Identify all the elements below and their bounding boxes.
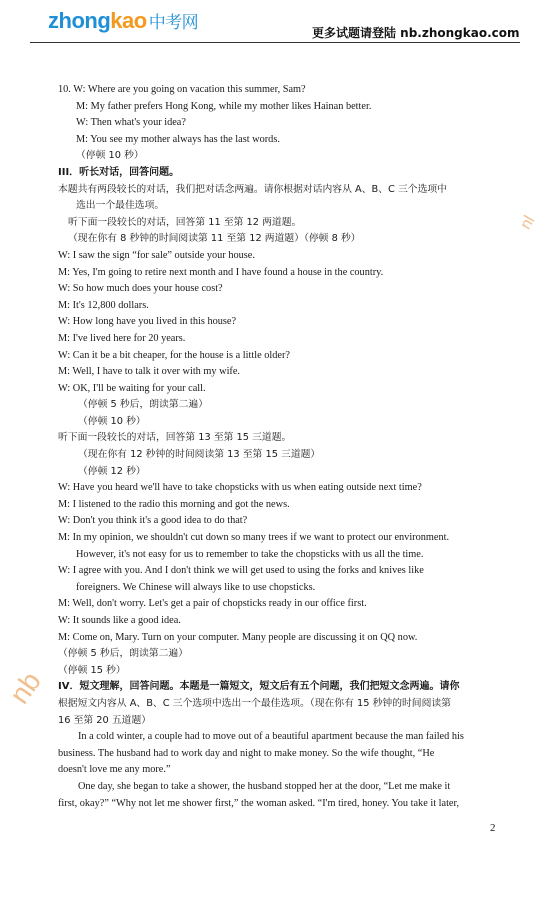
- watermark-side: nl: [517, 213, 539, 233]
- text-line: 听下面一段较长的对话，回答第 13 至第 15 三道题。: [58, 432, 292, 444]
- text-line: IV．短文理解，回答问题。本题是一篇短文，短文后有五个问题，我们把短文念两遍。请你: [58, 681, 460, 693]
- text-line: M: Well, I have to talk it over with my wife.: [58, 366, 241, 378]
- text-line: M: I listened to the radio this morning and got the news.: [58, 498, 290, 510]
- text-line: 本题共有两段较长的对话，我们把对话念两遍。请你根据对话内容从 A、B、C 三个选项中: [58, 183, 447, 195]
- text-line: 16 至第 20 五道题）: [58, 714, 152, 726]
- text-line: M: I've lived here for 20 years.: [58, 332, 186, 344]
- document-body: [58, 82, 498, 812]
- text-line: M: It's 12,800 dollars.: [58, 299, 149, 311]
- text-line: （现在你有 12 秒钟的时间阅读第 13 至第 15 三道题）: [78, 449, 321, 461]
- text-line: In a cold winter, a couple had to move out of a beautiful apartment because the man failed his: [78, 731, 464, 743]
- text-line: M: Well, don't worry. Let's get a pair of chopsticks ready in our office first.: [58, 598, 367, 610]
- text-line: M: You see my mother always has the last words.: [76, 133, 280, 145]
- text-line: W: Have you heard we'll have to take chopsticks with us when eating outside next time?: [58, 482, 422, 494]
- header-divider: [30, 42, 520, 43]
- text-line: doesn't love me any more.”: [58, 764, 171, 776]
- text-line: M: My father prefers Hong Kong, while my mother likes Hainan better.: [76, 100, 372, 112]
- text-line: M: Come on, Mary. Turn on your computer. Many people are discussing it on QQ now.: [58, 631, 418, 643]
- text-line: （现在你有 8 秒钟的时间阅读第 11 至第 12 两道题）（停顿 8 秒）: [68, 233, 361, 245]
- text-line: W: I saw the sign “for sale” outside your house.: [58, 249, 255, 261]
- text-line: W: So how much does your house cost?: [58, 283, 223, 295]
- text-line: W: Then what's your idea?: [76, 117, 186, 129]
- text-line: However, it's not easy for us to remember to take the chopsticks with us all the time.: [76, 548, 424, 560]
- text-line: M: Yes, I'm going to retire next month and I have found a house in the country.: [58, 266, 384, 278]
- text-line: （停顿 12 秒）: [78, 465, 146, 477]
- logo-text-kao: kao: [110, 8, 147, 33]
- text-line: W: Can it be a bit cheaper, for the house is a little older?: [58, 349, 290, 361]
- logo-text-cn: 中考网: [148, 13, 199, 32]
- watermark-main: nb: [3, 666, 47, 710]
- logo-text-zhong: zhong: [48, 8, 111, 33]
- page-number: 2: [490, 822, 496, 834]
- text-line: M: In my opinion, we shouldn't cut down so many trees if we want to protect our environment.: [58, 532, 450, 544]
- text-line: （停顿 10 秒）: [76, 150, 144, 162]
- text-line: W: How long have you lived in this house?: [58, 316, 237, 328]
- text-line: 10. W: Where are you going on vacation this summer, Sam?: [58, 84, 306, 95]
- text-line: business. The husband had to work day and night to make money. So the wife thought, “He: [58, 747, 435, 759]
- page-header: [0, 0, 550, 46]
- text-line: （停顿 15 秒）: [58, 664, 126, 676]
- text-line: W: OK, I'll be waiting for your call.: [58, 382, 206, 394]
- text-line: 根据短文内容从 A、B、C 三个选项中选出一个最佳选项。（现在你有 15 秒钟的时间阅读第: [58, 697, 451, 709]
- text-line: W: I agree with you. And I don't think we will get used to using the forks and knives like: [58, 565, 424, 577]
- site-note: 更多试题请登陆 nb.zhongkao.com: [312, 26, 520, 40]
- text-line: （停顿 10 秒）: [78, 415, 146, 427]
- text-line: （停顿 5 秒后，朗读第二遍）: [78, 399, 209, 411]
- text-line: 选出一个最佳选项。: [76, 200, 165, 212]
- text-line: （停顿 5 秒后，朗读第二遍）: [58, 648, 189, 660]
- text-line: W: Don't you think it's a good idea to do that?: [58, 515, 248, 527]
- text-line: III．听长对话，回答问题。: [58, 166, 180, 178]
- zhongkao-logo: [48, 10, 198, 34]
- text-line: foreigners. We Chinese will always like to use chopsticks.: [76, 581, 316, 593]
- text-line: W: It sounds like a good idea.: [58, 615, 181, 626]
- text-line: 听下面一段较长的对话，回答第 11 至第 12 两道题。: [68, 216, 302, 228]
- text-line: One day, she began to take a shower, the husband stopped her at the door, “Let me make it: [78, 780, 451, 792]
- text-line: first, okay?” “Why not let me shower first,” the woman asked. “I'm tired, honey. You take it later,: [58, 797, 460, 809]
